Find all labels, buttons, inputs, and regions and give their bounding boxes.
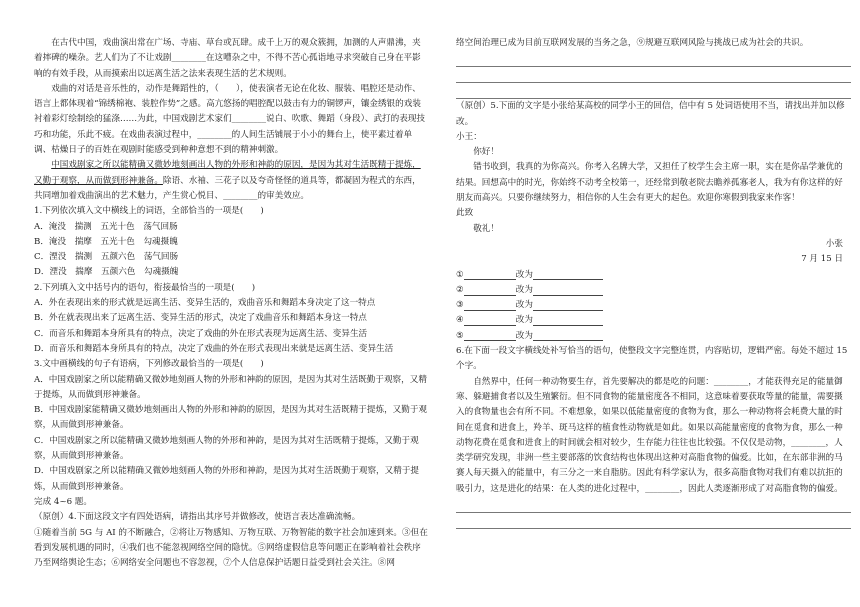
correction-row-5 [456, 329, 851, 344]
q6-text: 自然界中，任何一种动物要生存，首先要解决的都是吃的问题：________，才能获得充足的能量御寒、躲避捕食者以及生殖繁衍。但不同食物的能量密度各不相同，这意味着要获取等量的能量，需要摄入的食物量也会有所不同。不难想象，如果以低能量密度的食物为食，那么一种动物将会耗费大量的时间在觅食和进食上，羚羊、斑马这样的植食性动物就是如此。如果以高能量密度的食物为食，那么一种动物花费在觅食和进食上的时间就会相对较少，生存能力往往也比较强。不仅仅是动物，________，人类学研究发现，非洲一些主要部落的饮食结构也体现出这种对高脂食物的偏爱。比如，在东部非洲的马赛人每天摄入的能量中，有三分之一来自脂肪。因此有科学家认为，很多高脂食物对我们有难以抗拒的吸引力，这是进化的结果：在人类的进化过程中，________，因此人类逐渐形成了对高脂食物的偏爱。 [456, 376, 843, 494]
passage-para-3 [34, 158, 429, 204]
q2-option-c[interactable]: C．而音乐和舞蹈本身所具有的特点，决定了戏曲的外在形式表现为远离生活、变异生活 [34, 328, 368, 339]
section-instruction: 完成 4~6 题。 [34, 496, 92, 507]
correction-number: ③ [456, 300, 464, 311]
original-word-blank[interactable] [464, 286, 516, 296]
passage-para-1: 在古代中国，戏曲演出常在广场、寺庙、草台或瓦肆。成千上万的观众簇拥，加测的人声鼎沸，夹着摔碑的噪杂。艺人们为了不让戏剧________在这嘈杂之中，不得不苦心孤诣地寻求突破自己身在平影响的有效手段，从而摸索出以远离生活之法来表现生活的艺术规则。 [34, 38, 421, 79]
q3-option-b[interactable]: B．中国戏剧家能精确又微妙地刻画出人物的外形和神韵的原因，是因为其对生活既精于提炼，又勤于观察，从而做到形神兼备。 [34, 405, 428, 431]
passage-para-2: 戏曲的对话是音乐性的，动作是舞蹈性的，（ ），使表演者无论在化妆、服装、唱腔还是动作、语言上都体现着“锦绣棉袍、装腔作势”之感。高亢悠扬的唱腔配以鼓击有力的铜锣声，镶金绣银的戏装衬着彩灯绘制绘的猛涤……为此，中国戏剧艺术家们________说白、吹歌、舞蹈（身段）、武打的表现技巧和功能，乐此不疲。在戏曲表演过程中，________的人间生活铺展于小小的舞台上，使平素过着单调、枯燥日子的百姓在观剧时能感受到种种意想不到的精神刺激。 [34, 83, 426, 156]
q4-stem: （原创）4.下面这段文字有四处语病，请指出其序号并做修改，使语言表达准确流畅。 [34, 512, 361, 523]
q6-stem: 6.在下面一段文字横线处补写恰当的语句，使整段文字完整连贯，内容贴切，逻辑严密。每处不超过 15 个字。 [456, 346, 848, 372]
answer-line[interactable] [456, 51, 851, 67]
correction-row-3 [456, 298, 851, 313]
change-to-label: 改为 [515, 284, 533, 295]
left-column [34, 36, 429, 571]
corrected-word-blank[interactable] [533, 301, 603, 311]
letter-closing-2: 敬礼！ [473, 223, 499, 234]
answer-line[interactable] [456, 67, 851, 83]
q1-option-a[interactable]: A．淹没 揣测 五光十色 荡气回肠 [34, 221, 178, 232]
answer-line[interactable] [456, 83, 851, 99]
correction-number: ② [456, 284, 464, 295]
letter-salutation: 小王： [456, 131, 482, 142]
change-to-label: 改为 [515, 330, 533, 341]
answer-line[interactable] [456, 497, 851, 513]
correction-number: ④ [456, 315, 464, 326]
q3-stem: 3.文中画横线的句子有语病，下列修改最恰当的一项是( ) [34, 359, 264, 370]
letter-signature: 小张 [825, 238, 843, 249]
q2-option-d[interactable]: D．而音乐和舞蹈本身所具有的特点，决定了戏曲的外在形式表现出来就是远离生活、变异生活 [34, 343, 394, 354]
q2-stem: 2.下列填入文中括号内的语句，衔接最恰当的一项是( ) [34, 282, 256, 293]
corrected-word-blank[interactable] [533, 286, 603, 296]
corrected-word-blank[interactable] [533, 316, 603, 326]
correction-row-2 [456, 283, 851, 298]
q3-option-a[interactable]: A．中国戏剧家之所以能精确又微妙地刻画人物的外形和神韵的原因，是因为其对生活既勤于观察，又精于提炼，从而做到形神兼备。 [34, 374, 427, 400]
right-column [456, 36, 851, 529]
q1-stem: 1.下列依次填入文中横线上的词语，全部恰当的一项是( ) [34, 206, 264, 217]
letter-greeting: 你好！ [473, 147, 499, 158]
q4-text-continued: 络空间治理已成为目前互联网发展的当务之急，⑨规避互联网风险与挑战已成为社会的共识。 [456, 38, 809, 48]
correction-row-4 [456, 313, 851, 328]
q3-option-c[interactable]: C．中国戏剧家之所以能精确又微妙地刻画人物的外形和神韵，是因为其对生活既精于提炼，又勤于观察，从而做到形神兼备。 [34, 435, 419, 462]
letter-date: 7 月 15 日 [801, 254, 843, 265]
q4-text: ①随着当前 5G 与 AI 的不断融合，②将让万物感知、万物互联、万物智能的数字社会加速到来。③但在看到发展机遇的同时，④我们也不能忽视网络空间的隐忧。⑤网络虚假信息等问题正在影响着社会秩序乃至网络舆论生态；⑥网络安全问题也不容忽视，⑦个人信息保护话题日益受到社会关注。⑧网 [34, 527, 428, 569]
original-word-blank[interactable] [464, 301, 516, 311]
q5-stem: （原创）5.下面的文字是小张给某高校的同学小王的回信，信中有 5 处词语使用不当，请找出并加以修改。 [456, 101, 845, 127]
letter-closing-1: 此致 [456, 208, 474, 219]
corrected-word-blank[interactable] [533, 331, 603, 341]
q2-option-a[interactable]: A．外在表现出来的形式就是远离生活、变异生活的，戏曲音乐和舞蹈本身决定了这一特点 [34, 298, 376, 309]
correction-row-1 [456, 268, 851, 283]
q1-option-b[interactable]: B．淹没 揣摩 五光十色 勾魂摄魄 [34, 236, 178, 247]
corrected-word-blank[interactable] [533, 270, 603, 280]
answer-line[interactable] [456, 513, 851, 529]
q2-option-b[interactable]: B．外在就表现出来了远离生活、变异生活的形式，决定了戏曲音乐和舞蹈本身这一特点 [34, 313, 367, 324]
change-to-label: 改为 [515, 315, 533, 326]
change-to-label: 改为 [515, 300, 533, 311]
original-word-blank[interactable] [464, 270, 516, 280]
passage-para-3-tail: 除语、水袖、三花子以及夸奇怪怪的道具等，都凝固为程式的东西，共同增加着戏曲演出的艺术魅力，产生赏心悦目、________的审美效应。 [34, 175, 421, 201]
change-to-label: 改为 [515, 269, 533, 280]
q1-option-d[interactable]: D．湮没 揣摩 五颜六色 勾魂摄魄 [34, 267, 179, 278]
correction-number: ① [456, 269, 464, 280]
correction-number: ⑤ [456, 330, 464, 341]
original-word-blank[interactable] [464, 316, 516, 326]
original-word-blank[interactable] [464, 331, 516, 341]
q3-option-d[interactable]: D．中国戏剧家之所以能精确又微妙地刻画人物的外形和神韵，是因为其对生活既勤于观察，又精于提炼，从而做到形神兼备。 [34, 466, 420, 492]
underlined-sentence: 中国戏剧家之所以能精确又微妙地刻画出人物的外形和神韵的原因，是因为其对生活既精于提炼，又勤于观察，从而做到形神兼备。 [34, 160, 421, 186]
letter-body: 错书收到，我真的为你高兴。你考入名牌大学，又担任了校学生会主席一职，实在是你品学兼优的结果。回想高中的时光，你始终不动考全校第一，还经常到敬老院去瞻养孤寡老人，我为有你这样的好朋友而高兴。只要你继续努力，相信你的人生会有更大的起色。欢迎你寒假到我家来作客！ [456, 162, 843, 204]
q1-option-c[interactable]: C．湮没 揣测 五颜六色 荡气回肠 [34, 252, 179, 263]
